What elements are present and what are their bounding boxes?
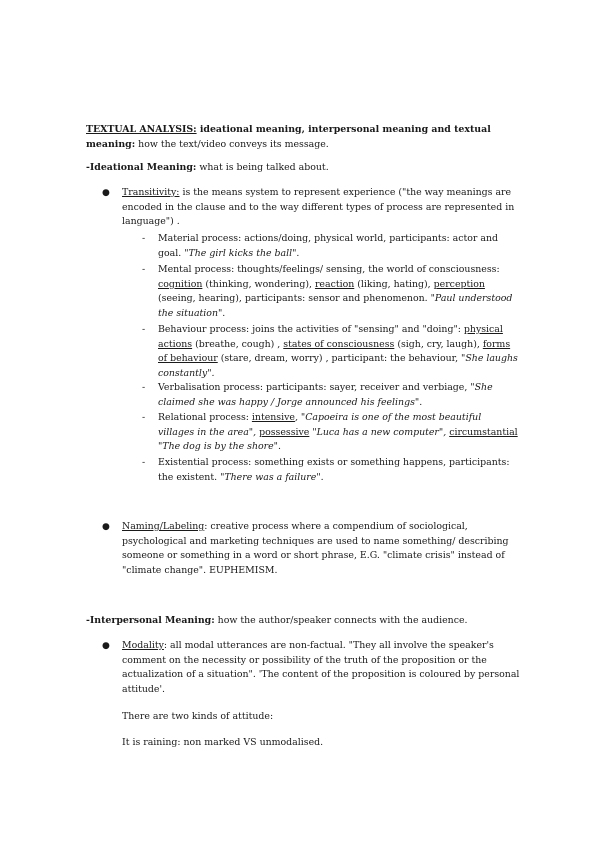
behaviour-forms: forms of behaviour	[158, 338, 511, 365]
interpersonal-heading	[86, 614, 526, 629]
relational-example-2: "Luca has a new computer",	[309, 426, 450, 438]
dash-icon: -	[142, 382, 146, 393]
mental-example: "Paul understood the situation".	[158, 293, 513, 319]
mental-text-a: Mental process: thoughts/feelings/ sensing, the world of consciousness:	[158, 264, 500, 275]
relational-intensive: intensive	[251, 412, 295, 423]
behaviour-text-d: (stare, dream, worry) , participant: the behaviour,	[217, 353, 462, 365]
mental-perception: perception	[433, 278, 485, 290]
textual-analysis-heading	[86, 123, 526, 152]
heading-label: TEXTUAL ANALYSIS:	[86, 124, 197, 135]
mental-text-b: (thinking, wondering),	[202, 278, 315, 290]
heading-tail: how the text/video conveys its message.	[135, 138, 329, 150]
verbal-example: "She claimed she was happy / Jorge announced his feelings".	[158, 382, 493, 408]
transitivity-term: Transitivity:	[122, 187, 180, 198]
behaviour-text-c: (sigh, cry, laugh),	[394, 338, 483, 350]
existential-example: "There was a failure"	[220, 471, 321, 483]
attitude-line: There are two kinds of attitude:	[122, 711, 274, 722]
interpersonal-desc: how the author/speaker connects with the audience.	[214, 615, 468, 626]
behaviour-physical: physical actions	[158, 324, 503, 350]
mental-text-c: (liking, hating),	[354, 278, 434, 290]
interpersonal-title: -Interpersonal Meaning:	[86, 615, 215, 626]
heading-rest: ideational meaning, interpersonal meaning and textual meaning:	[86, 124, 491, 150]
naming-term: Naming/Labeling	[122, 521, 205, 532]
verbal-text: Verbalisation process: participants: sayer, receiver and verbiage,	[158, 382, 471, 393]
naming-text: : creative process where a compendium of sociological, psychological and marketing techniques are used to name something/ describing someone or something in a word or short phrase, E.G. "climate crisis" instead of "climate change". EUPHEMISM.	[122, 521, 509, 576]
transitivity-text: is the means system to represent experience ("the way meanings are encoded in the clause and to the way different types of process are represented in language") .	[122, 187, 515, 228]
relational-possessive: possessive	[259, 426, 310, 438]
dash-icon: -	[142, 457, 146, 468]
mental-text-d: (seeing, hearing), participants: sensor and phenomenon.	[158, 293, 431, 305]
relational-circumstantial: circumstantial	[449, 426, 518, 438]
behaviour-states: states of consciousness	[283, 338, 395, 350]
behaviour-text-b: (breathe, cough) ,	[192, 338, 284, 350]
behaviour-text-a: Behaviour process: joins the activities of "sensing" and "doing":	[158, 324, 464, 335]
relational-example-3: "The dog is by the shore".	[158, 441, 281, 453]
mental-cognition: cognition	[158, 278, 203, 290]
modality-term: Modality	[122, 640, 164, 651]
modality-text: : all modal utterances are non-factual. "They all involve the speaker's comment on the necessity or possibility of the truth of the proposition or the actualization of a situation". 'The content of the proposition is coloured by personal attitude'.	[122, 640, 520, 695]
dash-icon: -	[142, 324, 146, 335]
material-text: Material process: actions/doing, physical world, participants: actor and goal.	[158, 233, 498, 259]
ideational-desc: what is being talked about.	[196, 162, 329, 173]
ideational-title: -Ideational Meaning:	[86, 162, 197, 173]
bullet-icon: ●	[102, 641, 110, 651]
ideational-heading	[86, 161, 526, 176]
relational-example-1: , "Capoeira is one of the most beautiful villages in the area",	[158, 412, 482, 438]
material-example: "The girl kicks the ball".	[184, 247, 300, 259]
dash-icon: -	[142, 264, 146, 275]
mental-reaction: reaction	[314, 278, 355, 290]
bullet-icon: ●	[102, 522, 110, 532]
dash-icon: -	[142, 233, 146, 244]
relational-text: Relational process:	[158, 412, 252, 423]
raining-line: It is raining: non marked VS unmodalised.	[122, 737, 324, 748]
bullet-icon: ●	[102, 188, 110, 198]
dash-icon: -	[142, 412, 146, 423]
existential-text: Existential process: something exists or something happens, participants: the existent.	[158, 457, 510, 483]
existential-end: .	[320, 471, 324, 483]
behaviour-example: "She laughs constantly".	[158, 353, 518, 379]
